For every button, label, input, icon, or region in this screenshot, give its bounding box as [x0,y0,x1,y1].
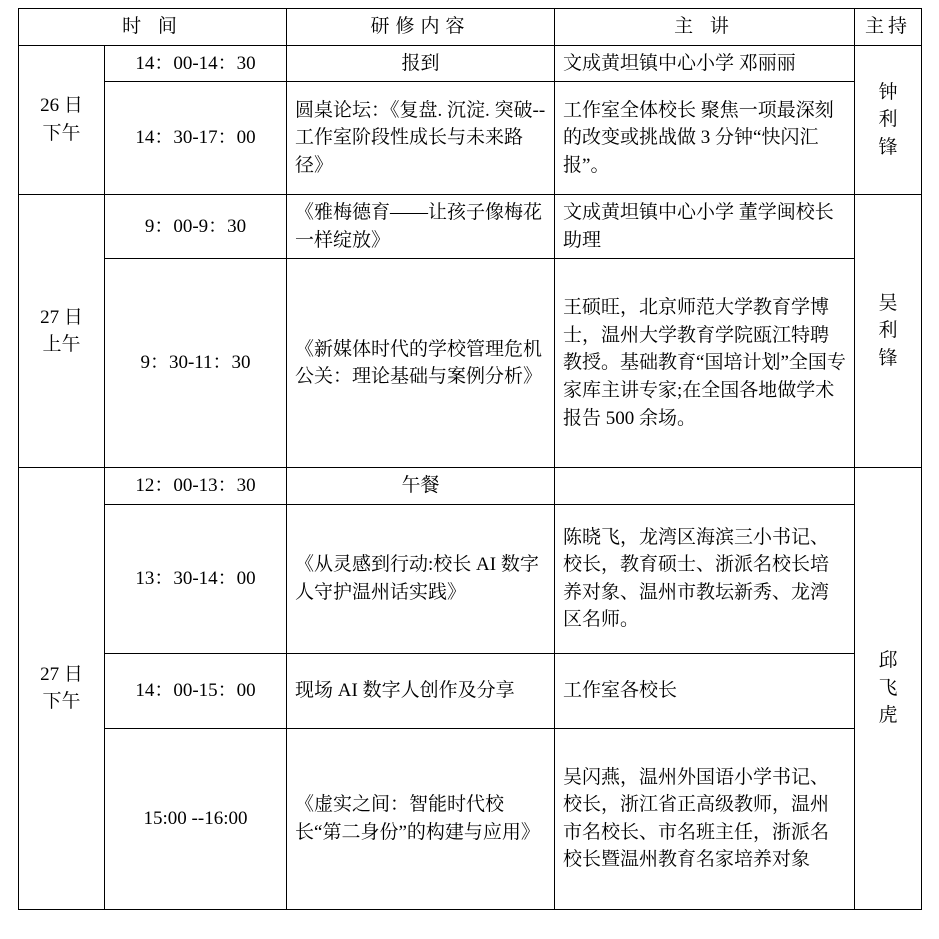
time-cell: 14：30-17：00 [105,82,287,195]
speaker-cell: 王硕旺，北京师范大学教育学博士，温州大学教育学院瓯江特聘教授。基础教育“国培计划”全国专家库主讲专家;在全国各地做学术报告 500 余场。 [555,259,855,468]
training-schedule-table [18,8,922,910]
table-row [19,653,922,728]
header-speaker: 主 讲 [555,9,855,46]
table-row [19,45,922,82]
topic-cell: 《新媒体时代的学校管理危机公关：理论基础与案例分析》 [287,259,555,468]
header-time: 时 间 [19,9,287,46]
header-host: 主持 [855,9,922,46]
header-content: 研修内容 [287,9,555,46]
topic-cell-lunch: 午餐 [287,468,555,505]
topic-cell: 《从灵感到行动:校长 AI 数字人守护温州话实践》 [287,504,555,653]
table-row [19,82,922,195]
topic-cell: 圆桌论坛：《复盘. 沉淀. 突破--工作室阶段性成长与未来路径》 [287,82,555,195]
speaker-cell: 陈晓飞，龙湾区海滨三小书记、校长，教育硕士、浙派名校长培养对象、温州市教坛新秀、龙湾区名师。 [555,504,855,653]
table-header-row [19,9,922,46]
time-cell: 15:00 --16:00 [105,728,287,909]
time-cell: 14：00-15：00 [105,653,287,728]
table-row [19,728,922,909]
time-cell: 14：00-14：30 [105,45,287,82]
host-cell-26pm [855,45,922,195]
table-row [19,259,922,468]
table-row [19,195,922,259]
table-row [19,504,922,653]
day-cell-26pm: 26 日 下午 [19,45,105,195]
day-cell-27am: 27 日 上午 [19,195,105,468]
time-cell-lunch: 12：00-13：30 [105,468,287,505]
speaker-cell: 文成黄坦镇中心小学 邓丽丽 [555,45,855,82]
host-cell-27pm [855,468,922,910]
speaker-cell: 工作室全体校长 聚焦一项最深刻的改变或挑战做 3 分钟“快闪汇报”。 [555,82,855,195]
host-text: 邱飞虎 [878,650,898,727]
speaker-cell-lunch [555,468,855,505]
topic-cell: 《虚实之间：智能时代校长“第二身份”的构建与应用》 [287,728,555,909]
host-text: 钟利锋 [878,81,898,158]
time-cell: 13：30-14：00 [105,504,287,653]
time-cell: 9：30-11：30 [105,259,287,468]
speaker-cell: 工作室各校长 [555,653,855,728]
day-cell-27pm: 27 日 下午 [19,468,105,910]
table-row [19,468,922,505]
time-cell: 9：00-9：30 [105,195,287,259]
speaker-cell: 文成黄坦镇中心小学 董学闽校长助理 [555,195,855,259]
host-cell-27am [855,195,922,468]
topic-cell: 现场 AI 数字人创作及分享 [287,653,555,728]
topic-cell: 报到 [287,45,555,82]
topic-cell: 《雅梅德育——让孩子像梅花一样绽放》 [287,195,555,259]
host-text: 吴利锋 [878,292,898,369]
speaker-cell: 吴闪燕，温州外国语小学书记、校长，浙江省正高级教师，温州市名校长、市名班主任，浙派名校长暨温州教育名家培养对象 [555,728,855,909]
